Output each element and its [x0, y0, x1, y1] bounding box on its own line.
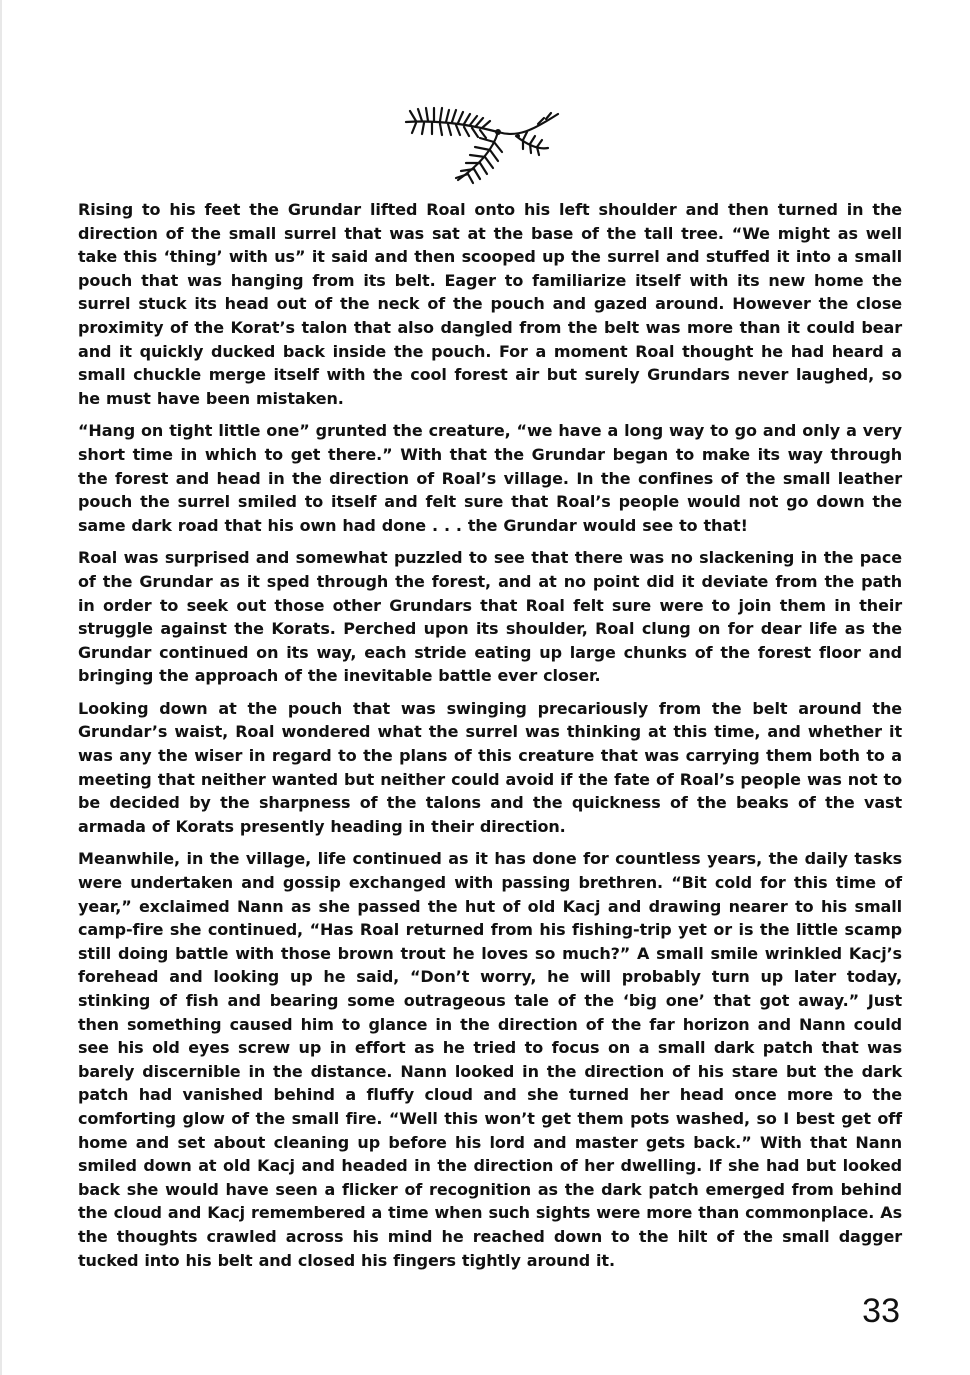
pine-branch-icon	[398, 100, 568, 190]
paragraph: Roal was surprised and somewhat puzzled to see that there was no slackening in the pace of the Grundar as it sped through the forest, and at no point did it deviate from the path in order to seek out those other Grundars that Roal felt sure were to join them in their struggle against the Korats. Perched upon its shoulder, Roal clung on for dear life as the Grundar continued on its way, each stride eating up large chunks of the forest floor and bringing the approach of the inevitable battle ever closer.	[78, 548, 902, 686]
paragraph: Rising to his feet the Grundar lifted Roal onto his left shoulder and then turned in the direction of the small surrel that was sat at the base of the tall tree. “We might as well take this ‘thing’ with us” it said and then scooped up the surrel and stuffed it into a small pouch that was hanging from its belt. Eager to familiarize itself with its new home the surrel stuck its head out of the neck of the pouch and gazed around. However the close proximity of the Korat’s talon that also dangled from the belt was more than it could bear and it quickly ducked back inside the pouch. For a moment Roal thought he had heard a small chuckle merge itself with the cool forest air but surely Grundars never laughed, so he must have been mistaken.	[78, 200, 902, 408]
story-text	[78, 198, 902, 1281]
paragraph: Meanwhile, in the village, life continued as it has done for countless years, the daily tasks were undertaken and gossip exchanged with passing brethren. “Bit cold for this time of year,” exclaimed Nann as she passed the hut of old Kacj and drawing nearer to his small camp-fire she continued, “Has Roal returned from his fishing-trip yet or is the little scamp still doing battle with those brown trout he loves so much?” A small smile wrinkled Kacj’s forehead and looking up he said, “Don’t worry, he will probably turn up later today, stinking of fish and bearing some outrageous tale of the ‘big one’ that got away.” Just then something caused him to glance in the direction of the far horizon and Nann could see his old eyes screw up in effort as he tried to focus on a small dark patch that was barely discernible in the distance. Nann looked in the direction of his stare but the dark patch had vanished behind a fluffy cloud and she turned her head once more to the comforting glow of the small fire. “Well this won’t get them pots washed, so I best get off home and set about cleaning up before his lord and master gets back.” With that Nann smiled down at old Kacj and headed in the direction of her dwelling. If she had but looked back she would have seen a flicker of recognition as the dark patch emerged from behind the cloud and Kacj remembered a time when such sights were more than commonplace. As the thoughts crawled across his mind he reached down to the hilt of the small dagger tucked into his belt and closed his fingers tightly around it.	[78, 849, 902, 1270]
paragraph: “Hang on tight little one” grunted the creature, “we have a long way to go and only a very short time in which to get there.” With that the Grundar began to make its way through the forest and head in the direction of Roal’s village. In the confines of the small leather pouch the surrel smiled to itself and felt sure that Roal’s people would not go down the same dark road that his own had done . . . the Grundar would see to that!	[78, 421, 902, 535]
paragraph: Looking down at the pouch that was swinging precariously from the belt around the Grundar’s waist, Roal wondered what the surrel was thinking at this time, and whether it was any the wiser in regard to the plans of this creature that was carrying them both to a meeting that neither wanted but neither could avoid if the fate of Roal’s people was not to be decided by the sharpness of the talons and the quickness of the beaks of the vast armada of Korats presently heading in their direction.	[78, 698, 902, 836]
page-number: 33	[862, 1292, 900, 1330]
page-edge	[0, 0, 2, 1375]
